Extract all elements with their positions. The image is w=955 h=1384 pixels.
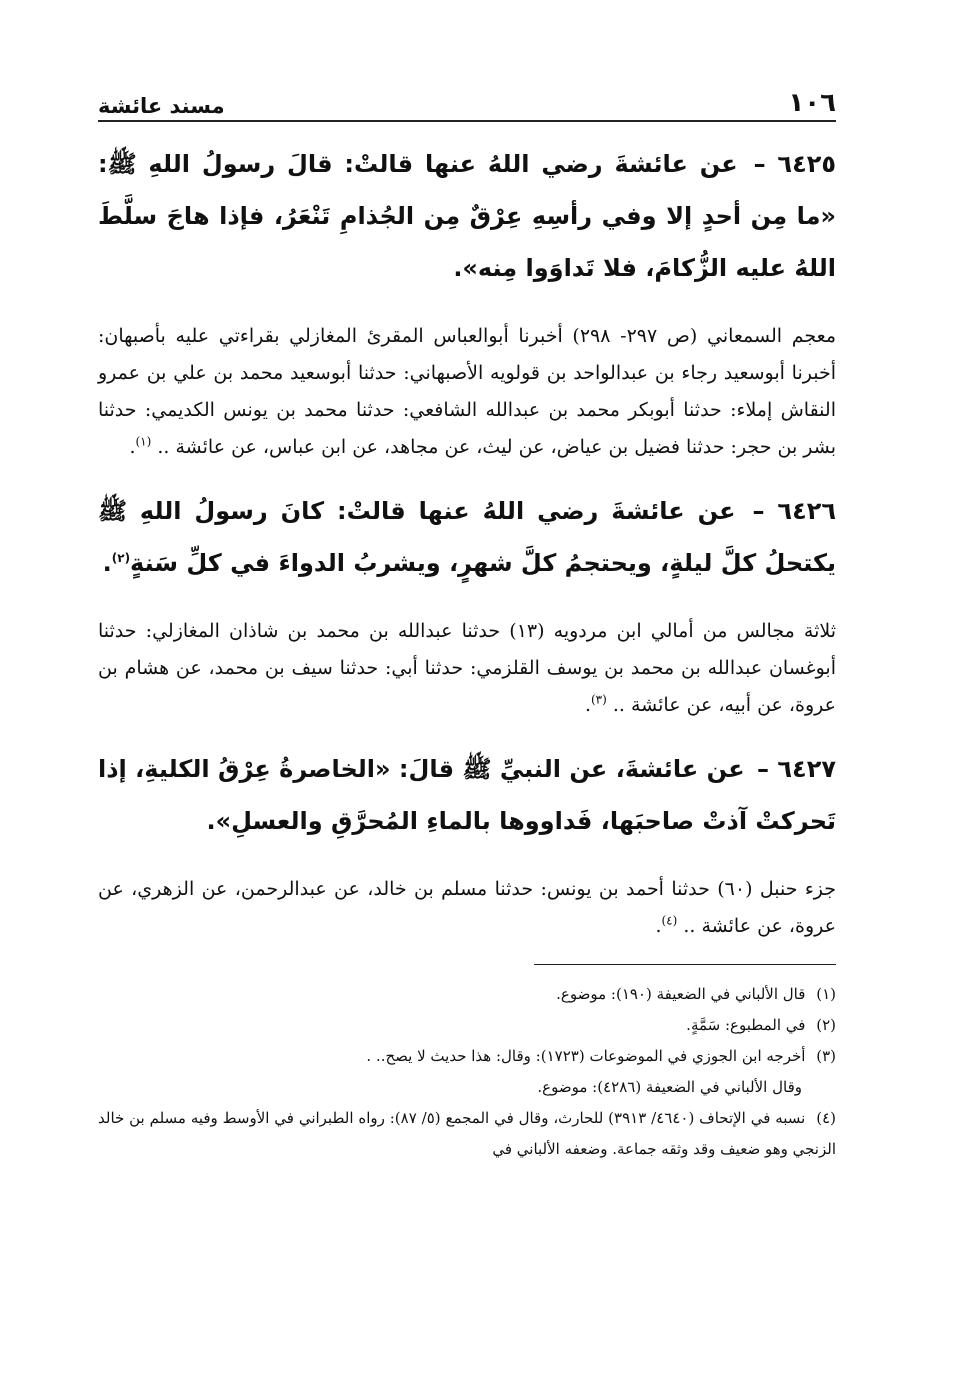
footnote-item [98,1041,836,1072]
footnote-continuation: وقال الألباني في الضعيفة (٤٢٨٦): موضوع. [537,1078,802,1096]
footnote-reference[interactable]: (٤) [661,913,678,928]
footnote-marker: (٣) [816,1047,836,1065]
footnote-reference[interactable]: (١) [135,434,152,449]
footnote-text: أخرجه ابن الجوزي في الموضوعات (١٧٢٣): وقال: هذا حديث لا يصح.. . [366,1047,806,1065]
source-text: معجم السمعاني (ص ٢٩٧- ٢٩٨) أخبرنا أبوالعباس المقرئ المغازلي بقراءتي عليه بأصبهان: أخبرنا أبوسعيد رجاء بن عبدالواحد بن قولويه الأصبهاني: حدثنا أبوسعيد محمد بن علي بن عمرو النقاش إملاء: حدثنا أبوبكر محمد بن عبدالله الشافعي: حدثنا محمد بن يونس الكديمي: حدثنا بشر بن حجر: حدثنا فضيل بن عياض، عن ليث، عن مجاهد، عن ابن عباس، عن عائشة .. [98,325,837,458]
source-text: جزء حنبل (٦٠) حدثنا أحمد بن يونس: حدثنا مسلم بن خالد، عن عبدالرحمن، عن الزهري، عن عروة، عن عائشة .. [98,878,836,937]
footnote-reference[interactable]: (٣) [590,692,607,707]
hadith-text: عن عائشةَ رضي اللهُ عنها قالتْ: قالَ رسولُ اللهِ ﷺ: «ما مِن أحدٍ إلا وفي رأسِهِ عِرْقٌ مِن الجُذامِ تَنْعَرُ، فإذا هاجَ سلَّطَ اللهُ عليه الزُّكامَ، فلا تَداوَوا مِنه». [98,150,836,282]
book-title: مسند عائشة [98,94,225,118]
footnote-text: في المطبوع: سَمَّةٍ. [686,1016,806,1034]
hadith-source: معجم السمعاني (ص ٢٩٧- ٢٩٨) أخبرنا أبوالعباس المقرئ المغازلي بقراءتي عليه بأصبهان: أخبرنا أبوسعيد رجاء بن عبدالواحد بن قولويه الأصبهاني: حدثنا أبوسعيد محمد بن علي بن عمرو النقاش إملاء: حدثنا أبوبكر محمد بن عبدالله الشافعي: حدثنا محمد بن يونس الكديمي: حدثنا بشر بن حجر: حدثنا فضيل بن عياض، عن ليث، عن مجاهد، عن ابن عباس، عن عائشة .. $^{(١)}$. [98,325,837,458]
hadith-number: ٦٤٢٧ – [757,755,836,783]
footnote-text: قال الألباني في الضعيفة (١٩٠): موضوع. [556,985,806,1003]
hadith-text: عن عائشةَ رضي اللهُ عنها قالتْ: كانَ رسولُ اللهِ ﷺ يكتحلُ كلَّ ليلةٍ، ويحتجمُ كلَّ شهرٍ، ويشربُ الدواءَ في كلِّ سَنةٍ [98,497,836,577]
footnote-marker: (٢) [816,1016,836,1034]
footnote-marker: (١) [816,985,836,1003]
hadith-source: ثلاثة مجالس من أمالي ابن مردويه (١٣) حدثنا عبدالله بن محمد بن شاذان المغازلي: حدثنا أبوغسان عبدالله بن محمد بن يوسف القلزمي: حدثنا أبي: حدثنا سيف بن محمد، عن هشام بن عروة، عن أبيه، عن عائشة .. $^{(٣)}$. [98,620,837,716]
footnote-item [98,979,836,1010]
hadith-text: عن عائشةَ، عن النبيِّ ﷺ قالَ: «الخاصرةُ عِرْقُ الكليةِ، إذا تَحركتْ آذتْ صاحبَها، فَداووها بالماءِ المُحرَّقِ والعسلِ». [98,755,836,835]
footnotes [98,979,836,1165]
hadith-number: ٦٤٢٦ – [752,497,837,525]
footnote-reference[interactable]: (٢) [111,551,131,565]
footnote-item [98,1103,836,1165]
hadith-number: ٦٤٢٥ – [753,150,837,178]
hadith-6426: ٦٤٢٦ – عن عائشةَ رضي اللهُ عنها قالتْ: كانَ رسولُ اللهِ ﷺ يكتحلُ كلَّ ليلةٍ، ويحتجمُ كلَّ شهرٍ، ويشربُ الدواءَ في كلِّ سَنةٍ$^{(٢)}$. [98,497,837,577]
running-header [98,78,836,122]
footnote-text: نسبه في الإتحاف (٤٦٤٠/ ٣٩١٣) للحارث، وقال في المجمع (٥/ ٨٧): رواه الطبراني في الأوسط وفيه مسلم بن خالد الزنجي وهو ضعيف وقد وثقه جماعة. وضعفه الألباني في [98,1109,836,1158]
hadith-source: جزء حنبل (٦٠) حدثنا أحمد بن يونس: حدثنا مسلم بن خالد، عن عبدالرحمن، عن الزهري، عن عروة، عن عائشة .. $^{(٤)}$. [98,878,836,937]
footnote-marker: (٤) [816,1109,836,1127]
hadith-6427 [98,743,836,847]
book-page [98,78,836,1165]
page-number: ١٠٦ [788,88,836,118]
source-text: ثلاثة مجالس من أمالي ابن مردويه (١٣) حدثنا عبدالله بن محمد بن شاذان المغازلي: حدثنا أبوغسان عبدالله بن محمد بن يوسف القلزمي: حدثنا أبي: حدثنا سيف بن محمد، عن هشام بن عروة، عن أبيه، عن عائشة .. [98,620,837,716]
footnote-item [98,1010,836,1041]
hadith-6425 [98,138,836,294]
footnote-divider [534,964,836,965]
